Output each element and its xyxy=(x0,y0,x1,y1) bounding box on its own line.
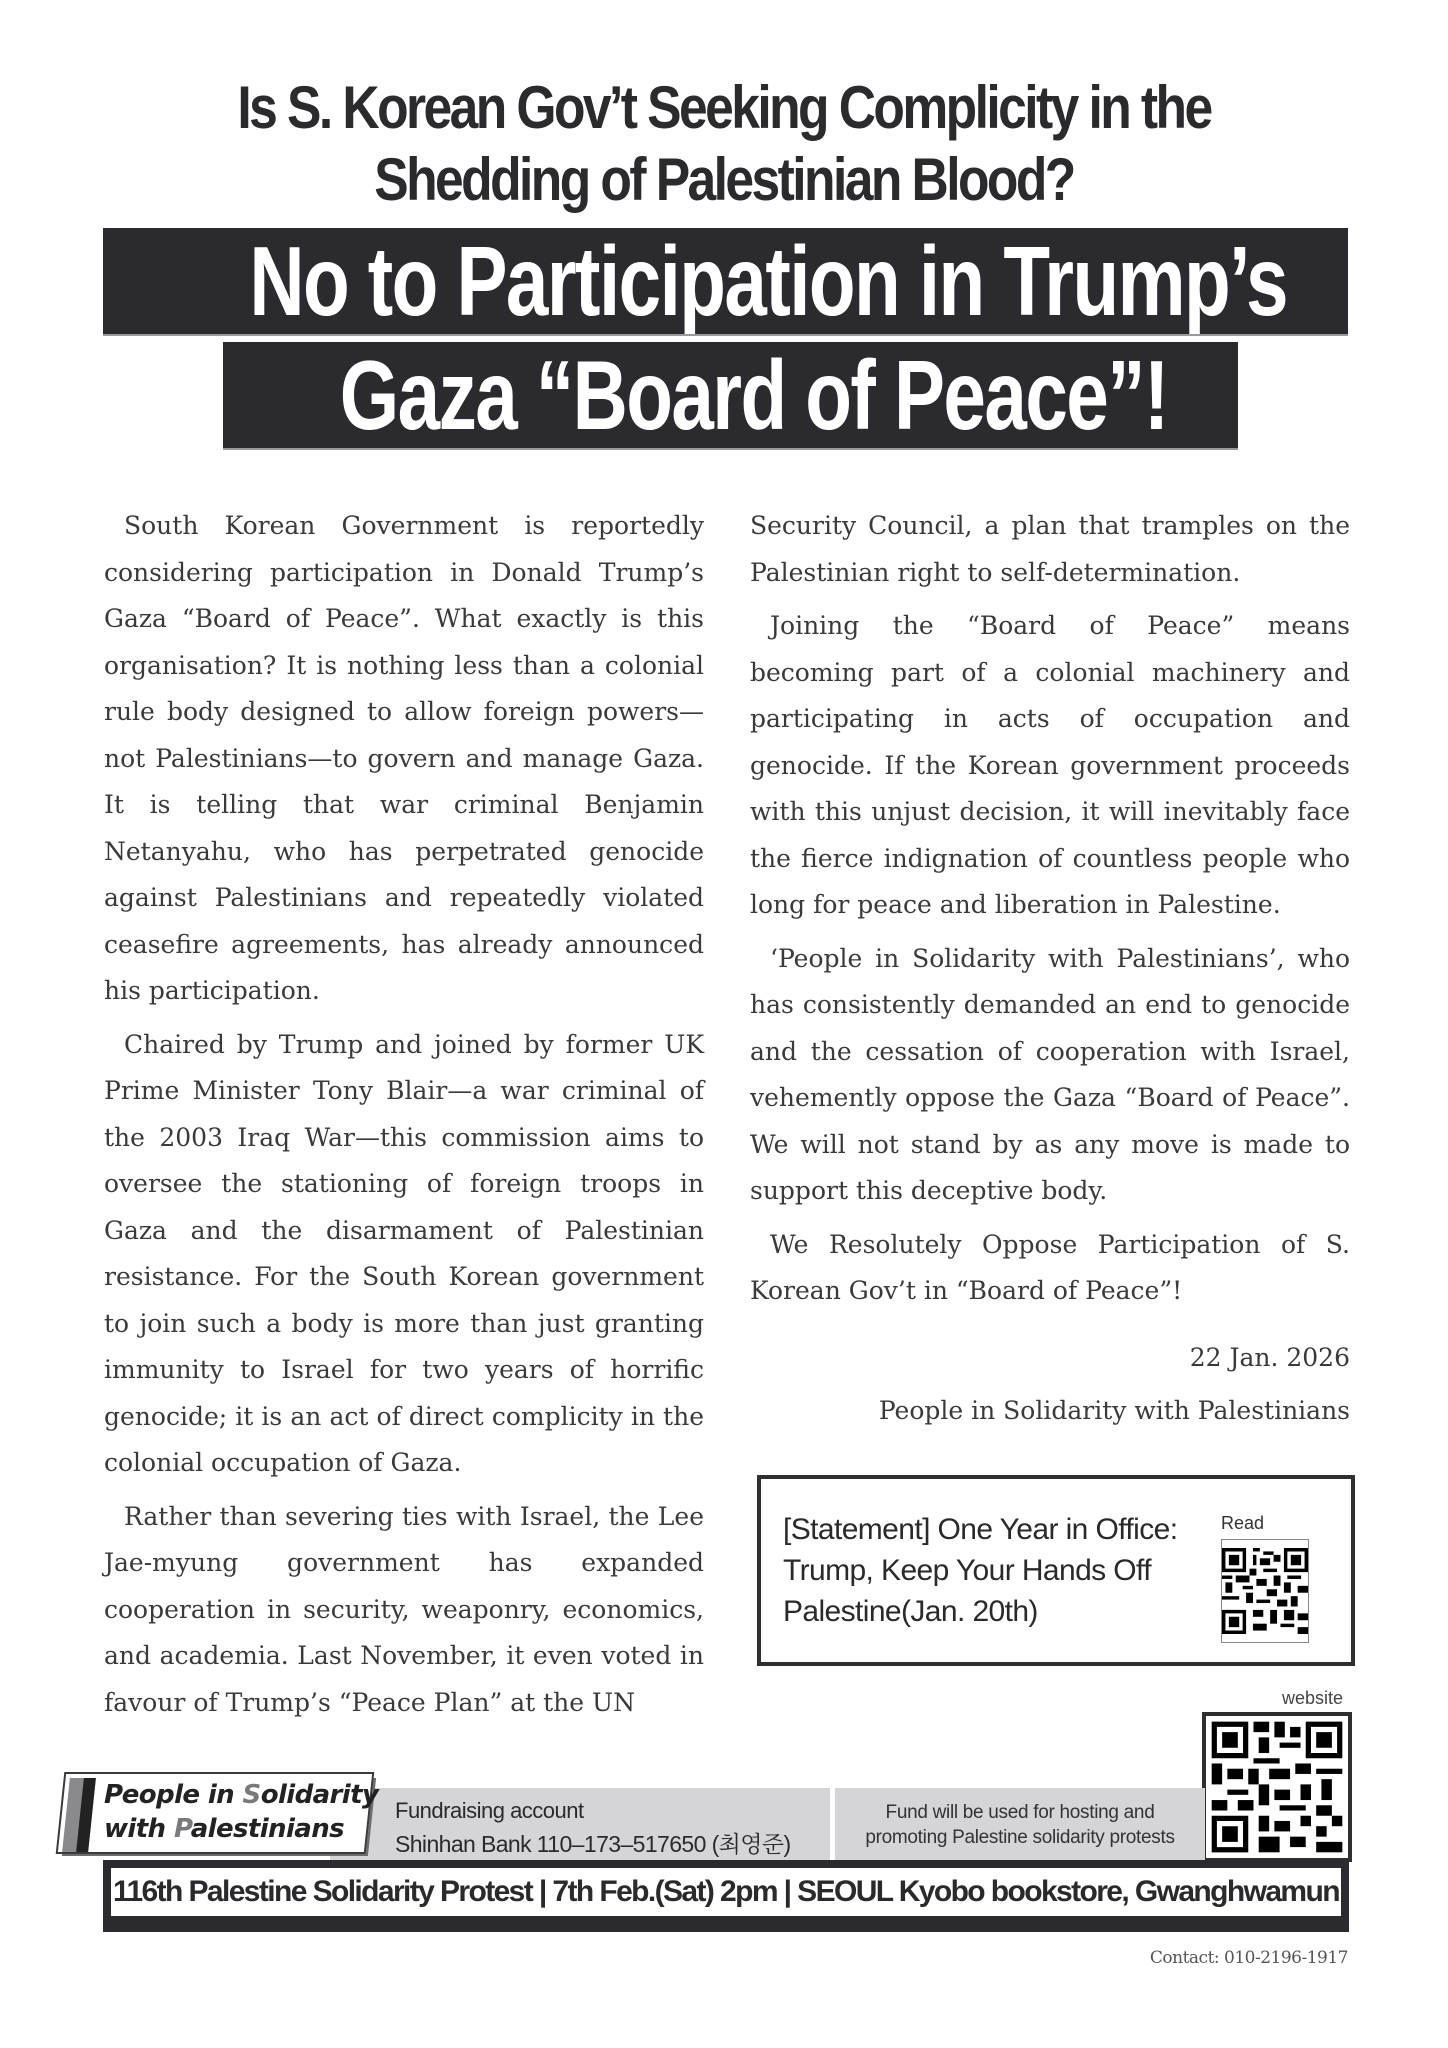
fund-usage-note xyxy=(835,1800,1205,1850)
statement-link-box[interactable] xyxy=(757,1475,1355,1666)
qr-code-icon[interactable] xyxy=(1202,1712,1352,1862)
protest-info-text: 116th Palestine Solidarity Protest | 7th Feb.(Sat) 2pm | SEOUL Kyobo bookstore, Gwanghwamun xyxy=(111,1868,1341,1916)
fund-usage-strip xyxy=(835,1788,1205,1860)
logo-text xyxy=(104,1778,378,1846)
qr-code-icon[interactable] xyxy=(1221,1539,1309,1643)
headline-kicker xyxy=(101,72,1346,216)
statement-title: [Statement] One Year in Office: Trump, Keep Your Hands Off Palestine(Jan. 20th) xyxy=(783,1513,1178,1628)
fundraising-strip xyxy=(330,1788,830,1860)
banner-line-2: Gaza “Board of Peace”! xyxy=(339,342,1168,450)
fundraising-account: Shinhan Bank 110–173–517650 (최영준) xyxy=(395,1831,791,1857)
kicker-line-2: Shedding of Palestinian Blood? xyxy=(374,146,1074,213)
paragraph: ‘People in Solidarity with Palestinians’, who has consistently demanded an end to genocide and the cessation of cooperation with Israel, vehemently oppose the Gaza “Board of Peace”. We will not stand by as any move is made to support this deceptive body. xyxy=(750,943,1350,1205)
kicker-line-1: Is S. Korean Gov’t Seeking Complicity in the xyxy=(237,74,1211,141)
contact-info: Contact: 010-2196-1917 xyxy=(1149,1948,1348,1968)
fund-note-line-2: promoting Palestine solidarity protests xyxy=(865,1827,1175,1848)
fundraising-title: Fundraising account xyxy=(395,1798,584,1823)
paragraph: Joining the “Board of Peace” means becoming part of a colonial machinery and participating in acts of occupation and genocide. If the Korean government proceeds with this unjust decision, it will inevitably face the fierce indignation of countless people who long for peace and liberation in Palestine. xyxy=(750,611,1350,919)
banner-line-1: No to Participation in Trump’s xyxy=(249,228,1287,336)
fund-note-line-1: Fund will be used for hosting and xyxy=(885,1802,1155,1823)
paragraph: South Korean Government is reportedly considering participation in Donald Trump’s Gaza “Board of Peace”. What exactly is this organisation? It is nothing less than a colonial rule body designed to allow foreign powers—not Palestinians—to govern and manage Gaza. It is telling that war criminal Benjamin Netanyahu, who has perpetrated genocide against Palestinians and repeatedly violated ceasefire agreements, has already announced his participation. xyxy=(104,511,704,1005)
logo-accent: P xyxy=(173,1814,191,1844)
protest-info-bar xyxy=(103,1860,1349,1932)
logo-word: with xyxy=(104,1814,174,1844)
body-right-column xyxy=(750,503,1350,1442)
body-left-column xyxy=(104,503,704,1733)
headline-banner-1 xyxy=(103,228,1348,336)
headline-banner-2 xyxy=(223,342,1238,450)
logo-accent: S xyxy=(242,1780,261,1810)
organization-logo xyxy=(60,1772,380,1860)
paragraph: We Resolutely Oppose Participation of S. Korean Gov’t in “Board of Peace”! xyxy=(750,1229,1350,1305)
website-label: website xyxy=(1282,1688,1344,1708)
signature-org: People in Solidarity with Palestinians xyxy=(878,1396,1350,1425)
paragraph: Rather than severing ties with Israel, the Lee Jae-myung government has expanded cooperation in security, weaponry, economics, and academia. Last November, it even voted in favour of Trump’s “Peace Plan” at the UN xyxy=(104,1501,704,1717)
logo-word: People in xyxy=(104,1780,243,1810)
logo-word: olidarity xyxy=(260,1780,379,1810)
logo-word: alestinians xyxy=(190,1814,344,1844)
read-label: Read xyxy=(1221,1513,1265,1533)
paragraph: Chaired by Trump and joined by former UK Prime Minister Tony Blair—a war criminal of the 2003 Iraq War—this commission aims to oversee the stationing of foreign troops in Gaza and the disarmament of Palestinian resistance. For the South Korean government to join such a body is more than just granting immunity to Israel for two years of horrific genocide; it is an act of direct complicity in the colonial occupation of Gaza. xyxy=(104,1029,704,1477)
signature-date: 22 Jan. 2026 xyxy=(1189,1342,1350,1372)
paragraph: Security Council, a plan that tramples on the Palestinian right to self-determination. xyxy=(750,511,1350,587)
